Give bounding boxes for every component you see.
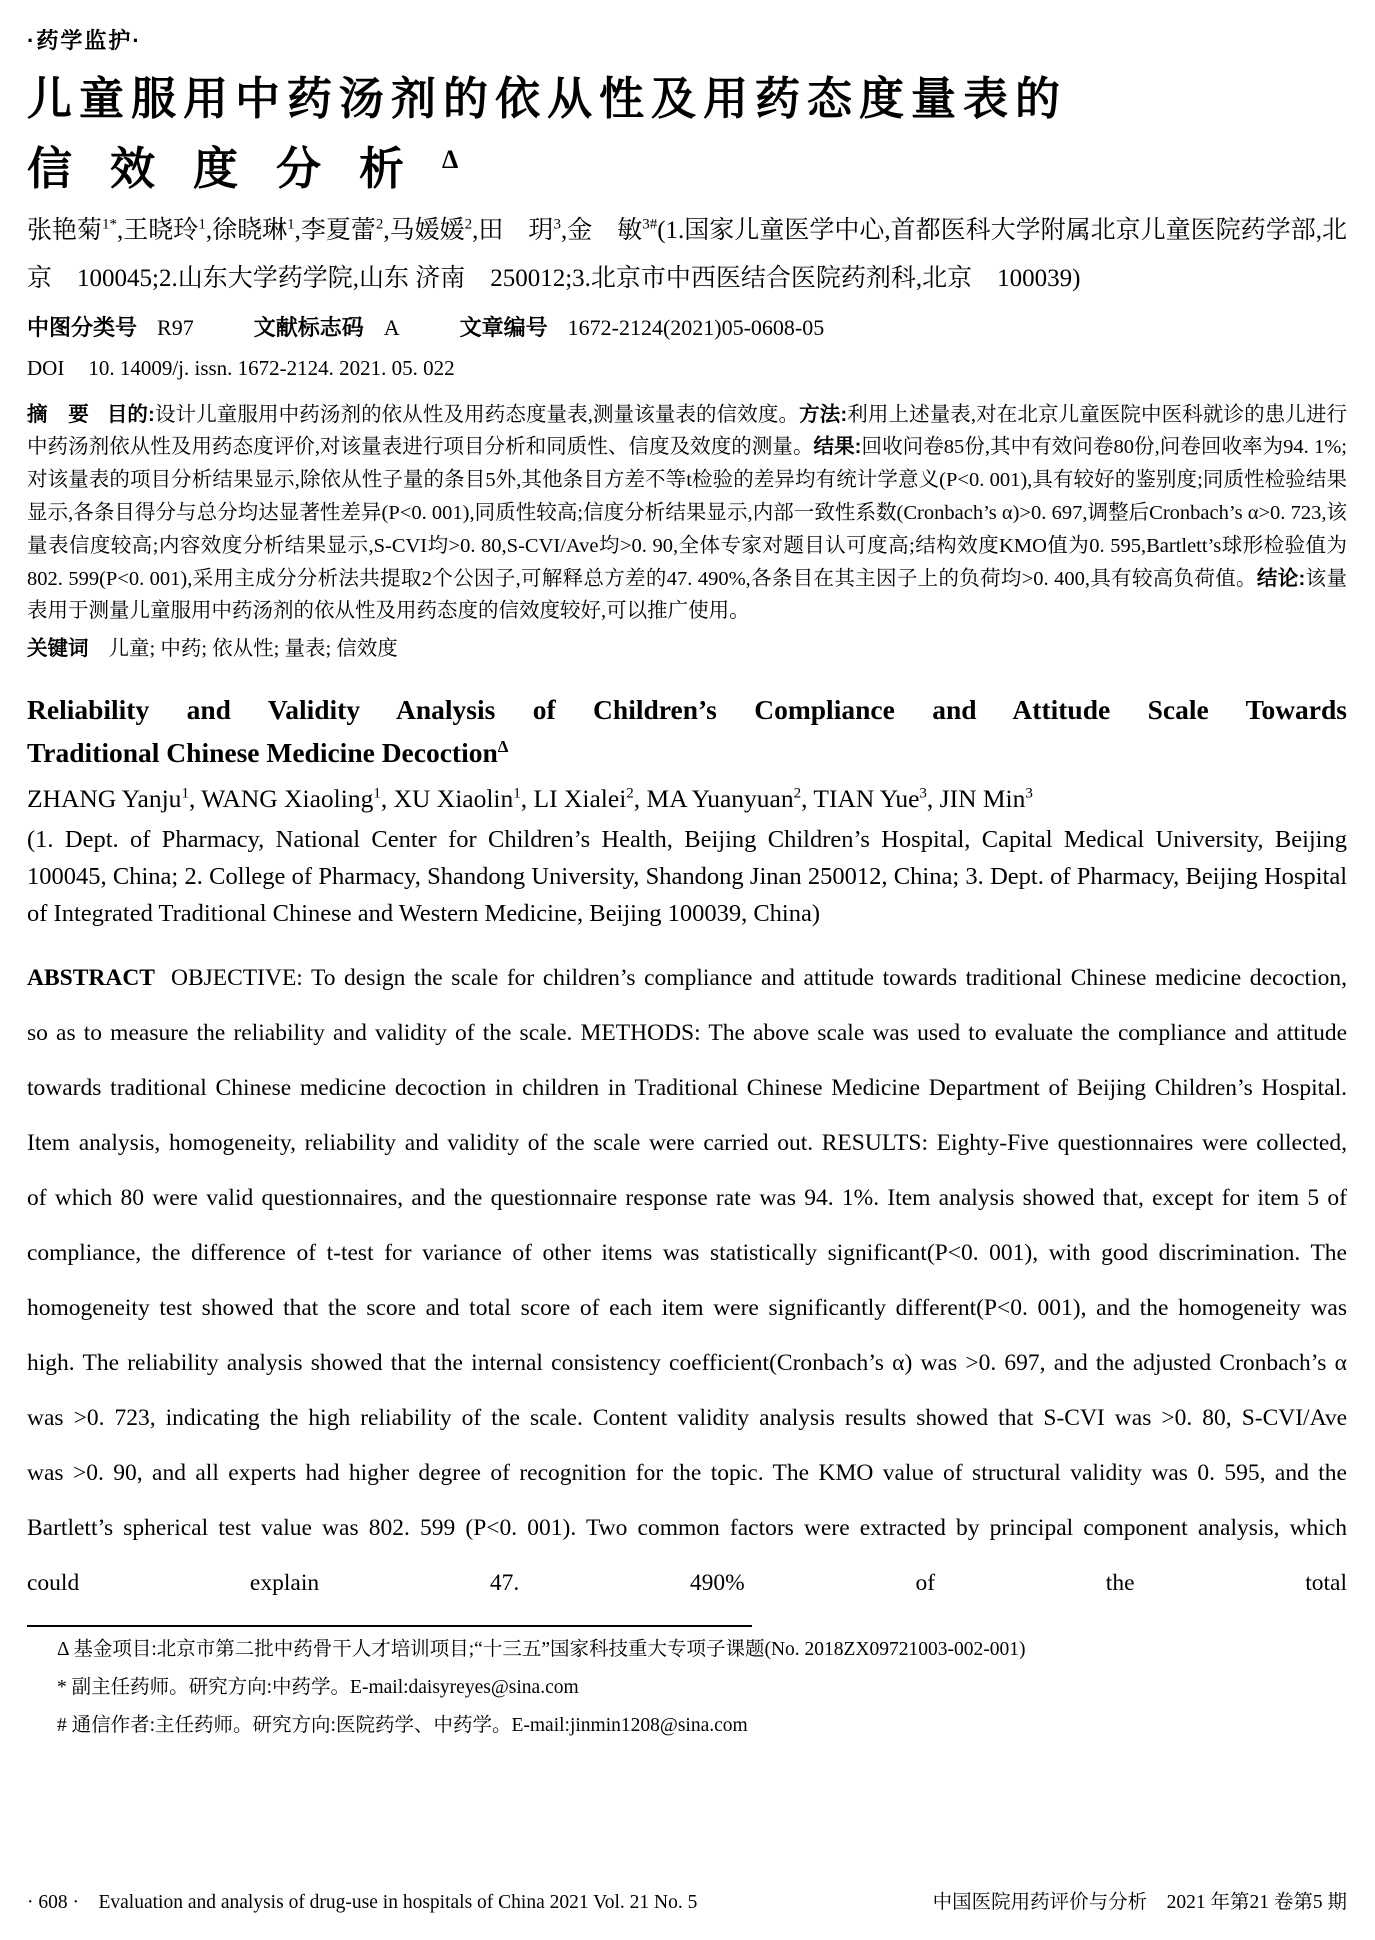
author-en: ZHANG Yanju — [27, 784, 182, 814]
abstract-cn — [27, 399, 1347, 629]
keywords-label-cn: 关键词 — [27, 637, 89, 661]
doi-value: 10. 14009/j. issn. 1672-2124. 2021. 05. 022 — [88, 356, 455, 381]
article-title-cn — [27, 65, 1347, 205]
abstract-conclusion-text-cn: 该量表用于测量儿童服用中药汤剂的依从性及用药态度的信效度较好,可以推广使用。 — [27, 567, 1347, 623]
author-affil-mark: 2 — [375, 216, 384, 233]
meta-doc-code-label: 文献标志码 — [253, 314, 364, 340]
title-superscript-delta: Δ — [442, 144, 459, 174]
author-cn: 张艳菊 — [27, 216, 103, 244]
author-en: , TIAN Yue — [801, 784, 920, 814]
abstract-objective-label-cn: 目的: — [106, 402, 155, 426]
author-affil-mark: 1 — [513, 785, 521, 802]
footnote-fund: Δ 基金项目:北京市第二批中药骨干人才培训项目;“十三五”国家科技重大专项子课题(No. 2018ZX09721003-002-001) — [57, 1638, 1026, 1660]
meta-doc-code-value: A — [383, 314, 400, 340]
author-en: , LI Xialei — [520, 784, 627, 814]
page-footer — [27, 1880, 1347, 1914]
footnote-divider — [27, 1625, 752, 1627]
author-en: , JIN Min — [926, 784, 1026, 814]
footnote-author-star: * 副主任药师。研究方向:中药学。E-mail:daisyreyes@sina.com — [57, 1676, 579, 1698]
author-affil-mark: 1 — [373, 785, 381, 802]
abstract-results-label-cn: 结果: — [813, 435, 862, 459]
title-en-superscript-delta: Δ — [497, 736, 509, 756]
meta-article-no-label: 文章编号 — [459, 314, 548, 340]
footer-journal-cn: 中国医院用药评价与分析 2021 年第21 卷第5 期 — [932, 1892, 1347, 1913]
section-label: ·药学监护· — [27, 28, 142, 53]
authors-affiliations-cn — [27, 207, 1347, 303]
author-affil-mark: 2 — [793, 785, 802, 802]
doi-label: DOI — [27, 356, 65, 381]
meta-article-no — [460, 313, 825, 343]
meta-clc — [27, 313, 194, 343]
abstract-methods-label-cn: 方法: — [799, 402, 848, 426]
footnotes — [27, 1625, 1347, 1742]
title-cn-line-2: 信效度分析$^\Delta$ — [27, 143, 459, 194]
author-affil-mark: 2 — [626, 785, 634, 802]
meta-clc-value: R97 — [157, 314, 194, 340]
abstract-label-cn: 摘 要 — [27, 402, 89, 426]
meta-clc-label: 中图分类号 — [27, 314, 138, 340]
author-cn: ,徐晓琳 — [205, 216, 288, 244]
author-en: , MA Yuanyuan — [633, 784, 794, 814]
author-en: , WANG Xiaoling — [188, 784, 374, 814]
author-affil-mark: 1 — [287, 216, 295, 233]
abstract-en — [27, 951, 1347, 1611]
meta-doc-code — [254, 313, 400, 343]
author-affil-mark: 3 — [1025, 785, 1033, 802]
abstract-label-en: ABSTRACT — [27, 964, 155, 991]
author-affil-mark: 2 — [464, 216, 473, 233]
doi — [27, 354, 1347, 382]
affiliations-cn: (1.国家儿童医学中心,首都医科大学附属北京儿童医院药学部,北京 100045;2.山东大学药学院,山东 济南 250012;3.北京市中西医结合医院药剂科,北京 100039) — [27, 216, 1347, 292]
abstract-text-en: OBJECTIVE: To design the scale for children’s compliance and attitude towards traditional Chinese medicine decoction, so as to measure the reliability and validity of the scale. METHODS: The above scale was used to evaluate the compliance and attitude towards traditional Chinese medicine decoction in children in Traditional Chinese Medicine Department of Beijing Children’s Hospital. Item analysis, homogeneity, reliability and validity of the scale were carried out. RESULTS: Eighty-Five questionnaires were collected, of which 80 were valid questionnaires, and the questionnaire response rate was 94. 1%. Item analysis showed that, except for item 5 of compliance, the difference of t-test for variance of other items was statistically significant(P<0. 001), with good discrimination. The homogeneity test showed that the score and total score of each item were significantly different(P<0. 001), and the homogeneity was high. The reliability analysis showed that the internal consistency coefficient(Cronbach’s α) was >0. 697, and the adjusted Cronbach’s α was >0. 723, indicating the high reliability of the scale. Content validity analysis results showed that S-CVI was >0. 80, S-CVI/Ave was >0. 90, and all experts had higher degree of recognition for the topic. The KMO value of structural validity was 0. 595, and the Bartlett’s spherical test value was 802. 599 (P<0. 001). Two common factors were extracted by principal component analysis, which could explain 47. 490% of the total — [27, 964, 1347, 1596]
author-en: , XU Xiaolin — [380, 784, 514, 814]
author-cn: ,王晓玲 — [117, 216, 199, 244]
meta-article-no-value: 1672-2124(2021)05-0608-05 — [567, 314, 825, 340]
author-affil-mark: 1* — [102, 216, 118, 233]
article-title-en — [27, 689, 1347, 774]
title-cn-line-1: 儿童服用中药汤剂的依从性及用药态度量表的 — [27, 74, 1068, 124]
abstract-methods-text-cn: 利用上述量表,对在北京儿童医院中医科就诊的患儿进行中药汤剂依从性及用药态度评价,对该量表进行项目分析和同质性、信度及效度的测量。 — [27, 403, 1348, 459]
author-affil-mark: 3# — [642, 216, 658, 233]
author-cn: ,金 敏 — [560, 216, 643, 244]
author-cn: ,马媛媛 — [383, 216, 465, 244]
affiliations-en: (1. Dept. of Pharmacy, National Center for Children’s Health, Beijing Children’s Hospital, Capital Medical University, Beijing 100045, China; 2. College of Pharmacy, Shandong University, Shandong Jinan 250012, China; 3. Dept. of Pharmacy, Beijing Hospital of Integrated Traditional Chinese and Western Medicine, Beijing 100039, China) — [27, 826, 1347, 927]
author-affil-mark: 1 — [198, 216, 206, 233]
keywords-cn — [27, 632, 1347, 667]
author-cn: ,田 玥 — [472, 216, 554, 244]
footer-page-journal-en: · 608 · Evaluation and analysis of drug-use in hospitals of China 2021 Vol. 21 No. 5 — [27, 1892, 698, 1913]
title-en-line-2: Traditional Chinese Medicine Decoction$^\Delta$ — [27, 736, 509, 768]
keywords-text-cn: 儿童; 中药; 依从性; 量表; 信效度 — [108, 638, 398, 661]
author-affil-mark: 1 — [181, 785, 189, 802]
article-meta — [27, 313, 1347, 343]
author-affil-mark: 3 — [919, 785, 927, 802]
abstract-conclusion-label-cn: 结论: — [1256, 566, 1306, 590]
abstract-results-text-cn: 回收问卷85份,其中有效问卷80份,问卷回收率为94. 1%;对该量表的项目分析结果显示,除依从性子量的条目5外,其他条目方差不等t检验的差异均有统计学意义(P<0. 001),具有较好的鉴别度;同质性检验结果显示,各条目得分与总分均达显著性差异(P<0. 001),同质性较高;信度分析结果显示,内部一致性系数(Cronbach’s α)>0. 697,调整后Cronbach’s α>0. 723,该量表信度较高;内容效度分析结果显示,S-CVI均>0. 80,S-CVI/Ave均>0. 90,全体专家对题目认可度高;结构效度KMO值为0. 595,Bartlett’s球形检验值为802. 599(P<0. 001),采用主成分分析法共提取2个公因子,可解释总方差的47. 490%,各条目在其主因子上的负荷均>0. 400,具有较高负荷值。 — [27, 436, 1348, 590]
author-cn: ,李夏蕾 — [294, 216, 376, 244]
footnote-author-hash: # 通信作者:主任药师。研究方向:医院药学、中药学。E-mail:jinmin1208@sina.com — [57, 1715, 748, 1737]
authors-en — [27, 780, 1347, 818]
title-en-line-1: Reliability and Validity Analysis of Children’s Compliance and Attitude Scale Towards — [27, 693, 1347, 725]
author-affil-mark: 3 — [553, 216, 561, 233]
abstract-objective-text-cn: 设计儿童服用中药汤剂的依从性及用药态度量表,测量该量表的信效度。 — [154, 403, 800, 426]
